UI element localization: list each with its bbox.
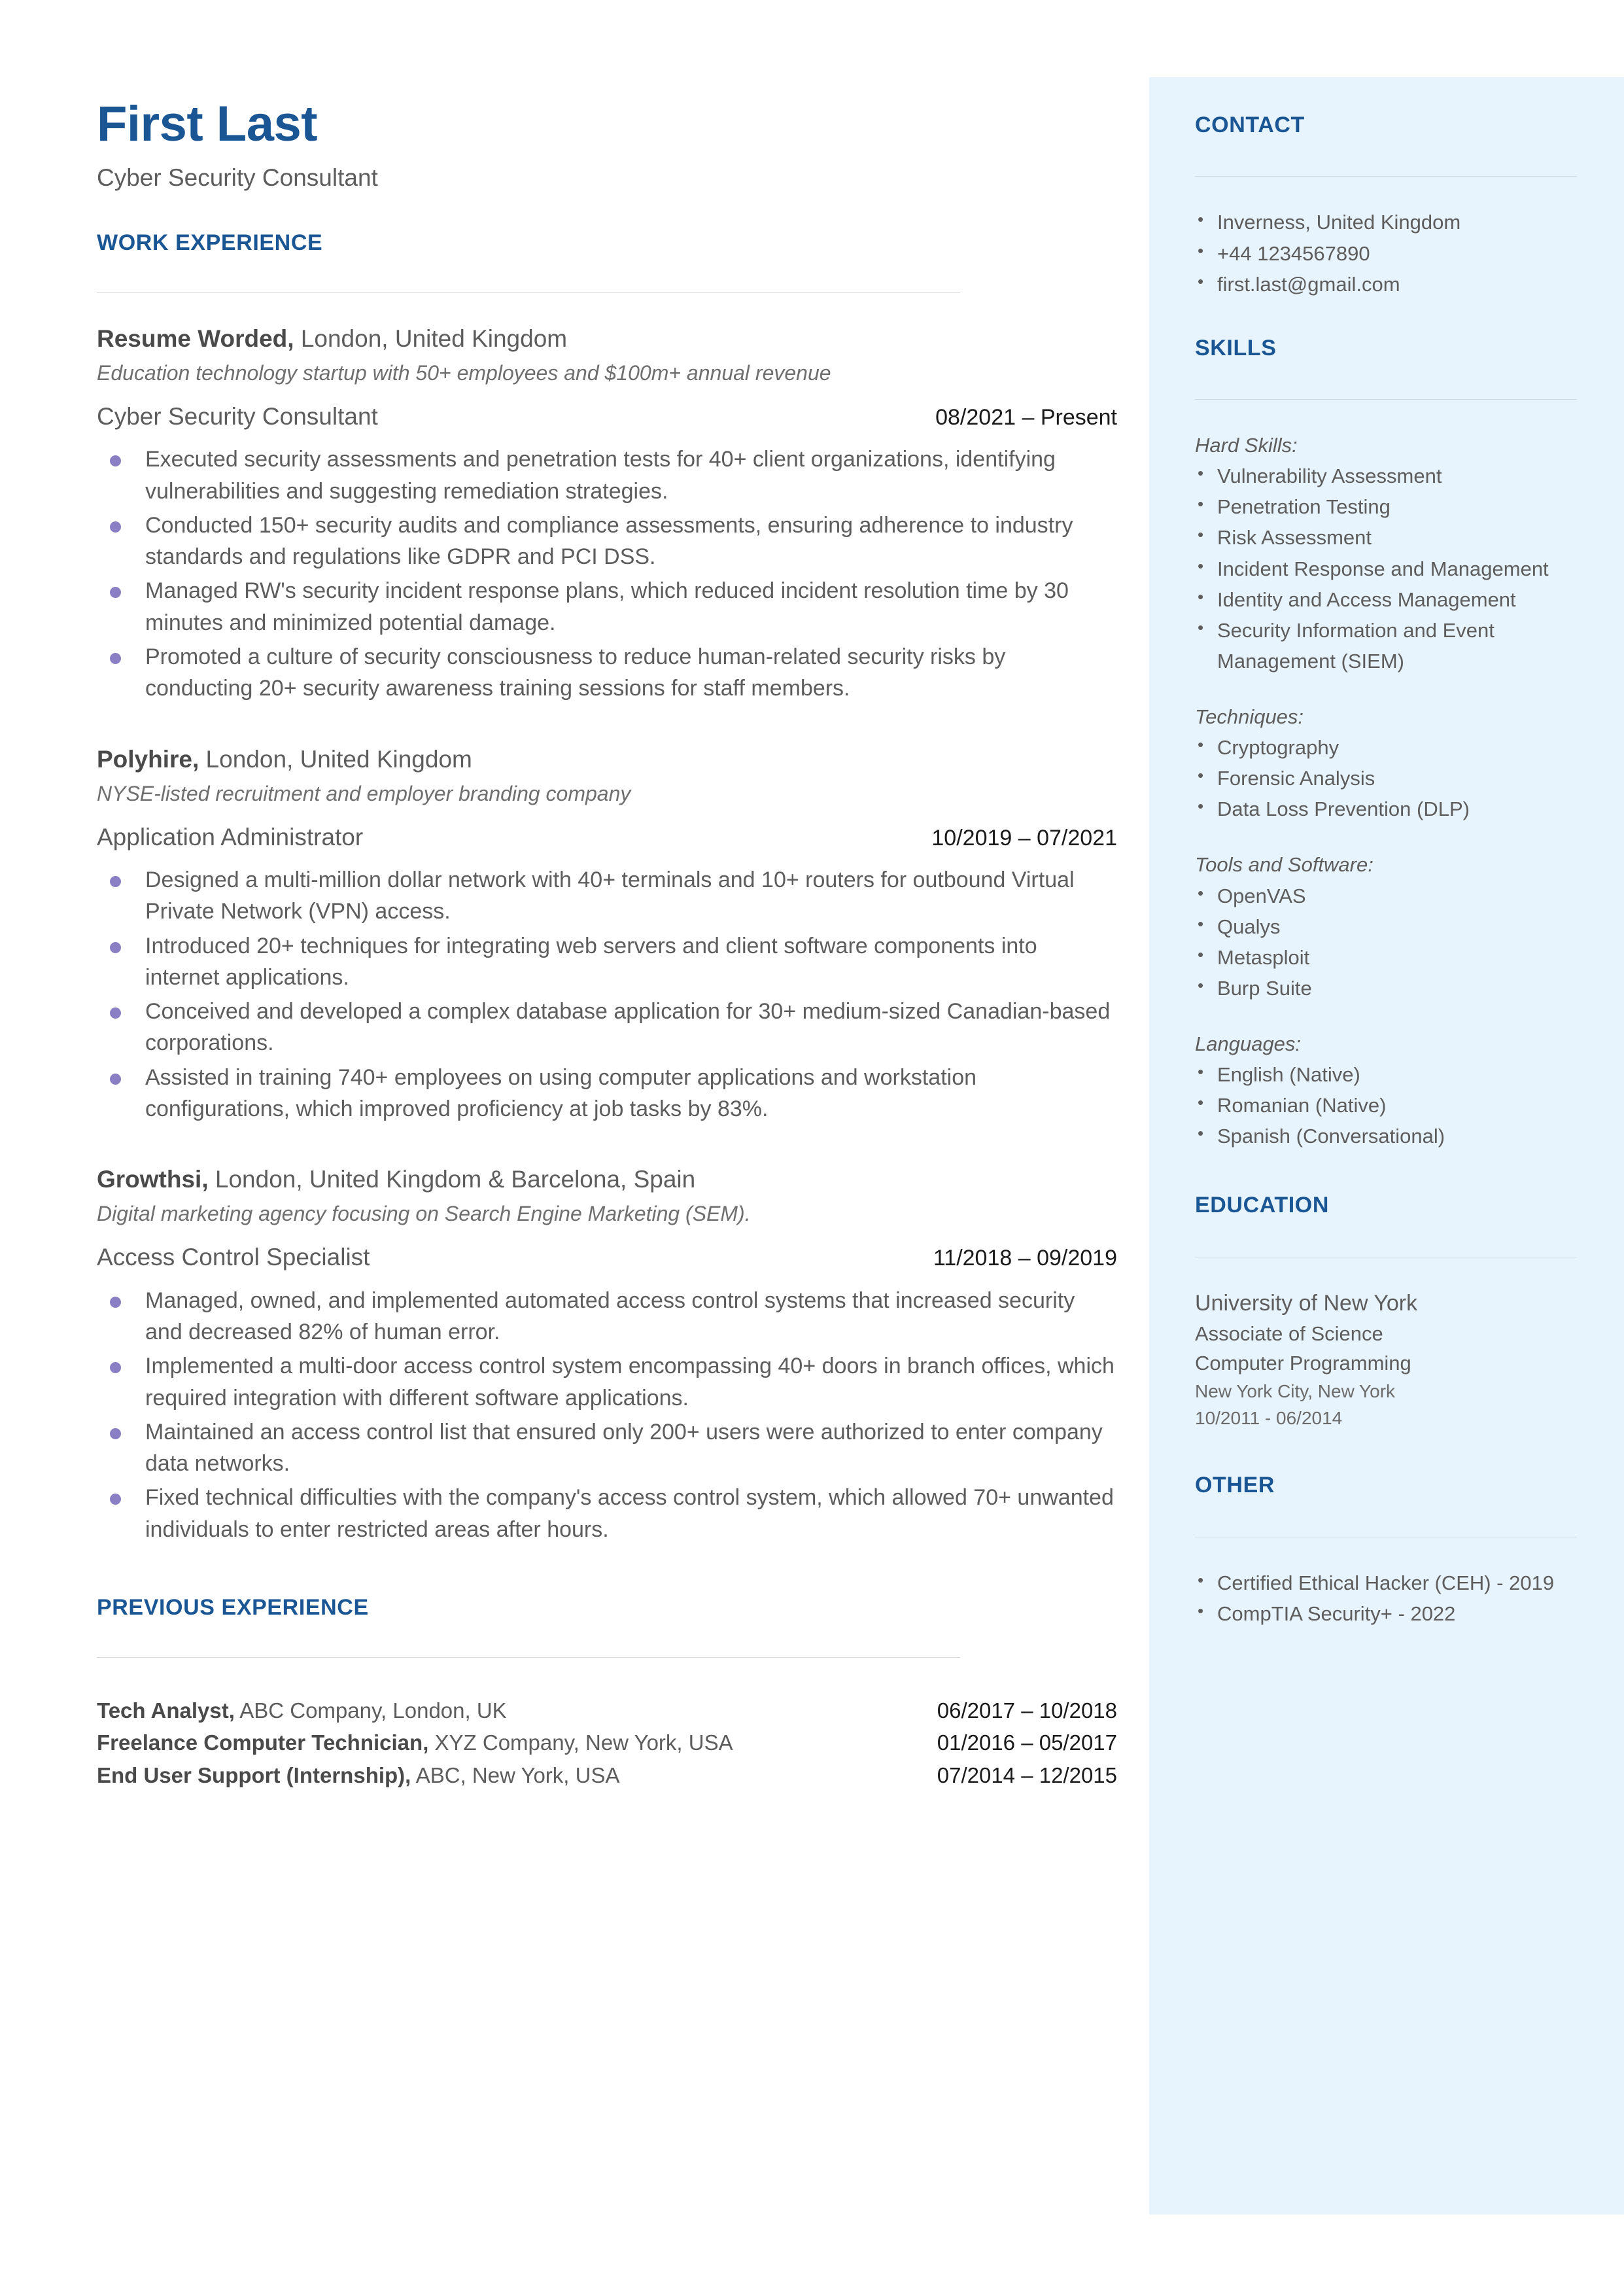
previous-role-dates: 01/2016 – 05/2017: [937, 1730, 1117, 1755]
job-entry: [97, 744, 1117, 1125]
header-role: Cyber Security Consultant: [97, 164, 378, 191]
job-bullet: Promoted a culture of security consciousness to reduce human-related security risks by conducting 20+ security awareness training sessions for staff members.: [97, 641, 1117, 705]
skills-heading: SKILLS: [1195, 335, 1277, 360]
skill-group-label: Languages:: [1195, 1032, 1302, 1055]
page-title: First Last: [97, 96, 318, 152]
job-title: Cyber Security Consultant: [97, 403, 378, 430]
previous-role-line: [97, 1726, 733, 1759]
job-bullet: Assisted in training 740+ employees on using computer applications and workstation configurations, which improved proficiency at job tasks by 83%.: [97, 1062, 1117, 1125]
job-bullet: Maintained an access control list that ensured only 200+ users were authorized to enter company data networks.: [97, 1416, 1117, 1480]
job-bullet: Conducted 150+ security audits and compliance assessments, ensuring adherence to industry standards and regulations like GDPR and PCI DSS.: [97, 510, 1117, 573]
job-title: Application Administrator: [97, 823, 364, 850]
job-bullet: Managed RW's security incident response plans, which reduced incident resolution time by 30 minutes and minimized potential damage.: [97, 575, 1117, 639]
skill-item: • English (Native): [1195, 1059, 1577, 1090]
contact-item-phone: • +44 1234567890: [1195, 238, 1577, 269]
skill-item: • OpenVAS: [1195, 881, 1577, 911]
education-location: New York City, New York: [1195, 1380, 1396, 1401]
other-heading: OTHER: [1195, 1473, 1275, 1498]
previous-experience-row: [97, 1694, 1117, 1727]
previous-experience-heading: PREVIOUS EXPERIENCE: [97, 1594, 369, 1620]
job-company-line: [97, 1164, 1117, 1195]
skill-item: • Incident Response and Management: [1195, 553, 1577, 584]
education-heading: EDUCATION: [1195, 1193, 1329, 1218]
job-company-name: Polyhire,: [97, 745, 199, 773]
skill-item: • Penetration Testing: [1195, 491, 1577, 522]
sidebar: [1149, 77, 1624, 2215]
job-dates: 08/2021 – Present: [935, 405, 1117, 430]
job-company-location: London, United Kingdom: [199, 745, 472, 773]
contact-list: [1195, 207, 1577, 299]
job-company-line: [97, 744, 1117, 775]
job-dates: 11/2018 – 09/2019: [933, 1246, 1117, 1271]
job-bullet: Conceived and developed a complex database application for 30+ medium-sized Canadian-based corporations.: [97, 996, 1117, 1059]
skill-item: • Burp Suite: [1195, 973, 1577, 1004]
skill-list: [1195, 1059, 1577, 1151]
previous-role-detail: XYZ Company, New York, USA: [428, 1730, 733, 1755]
job-bullet-list: [97, 444, 1117, 704]
skill-item: • Cryptography: [1195, 732, 1577, 763]
education-entry: [1195, 1288, 1577, 1431]
previous-role-line: [97, 1694, 507, 1727]
job-company-location: London, United Kingdom: [294, 324, 568, 352]
previous-role-detail: ABC Company, London, UK: [234, 1698, 507, 1723]
previous-role-detail: ABC, New York, USA: [411, 1762, 620, 1787]
previous-role-dates: 06/2017 – 10/2018: [937, 1698, 1117, 1723]
main-content: [97, 98, 1117, 1791]
job-entry: [97, 323, 1117, 705]
skill-group-label: Techniques:: [1195, 705, 1304, 728]
job-bullet: Fixed technical difficulties with the company's access control system, which allowed 70+ unwanted individuals to enter restricted areas after hours.: [97, 1482, 1117, 1545]
job-bullet-list: [97, 1285, 1117, 1545]
education-field: Computer Programming: [1195, 1352, 1411, 1375]
previous-role-line: [97, 1759, 619, 1792]
skill-group-hard-skills: [1195, 430, 1577, 676]
previous-experience-row: [97, 1759, 1117, 1792]
job-company-line: [97, 323, 1117, 355]
previous-role-dates: 07/2014 – 12/2015: [937, 1762, 1117, 1787]
previous-role-title: Tech Analyst,: [97, 1698, 235, 1723]
job-bullet: Designed a multi-million dollar network with 40+ terminals and 10+ routers for outbound Virtual Private Network (VPN) access.: [97, 864, 1117, 928]
job-bullet: Implemented a multi-door access control system encompassing 40+ doors in branch offices, which required integration with different software applications.: [97, 1350, 1117, 1414]
previous-experience-divider: [97, 1657, 960, 1658]
skill-item: • Security Information and Event Management (SIEM): [1195, 615, 1577, 676]
job-title-row: [97, 402, 1117, 432]
job-dates: 10/2019 – 07/2021: [931, 825, 1117, 850]
job-bullet: Managed, owned, and implemented automated access control systems that increased security and decreased 82% of human error.: [97, 1285, 1117, 1348]
skill-item: • Forensic Analysis: [1195, 763, 1577, 794]
job-bullet: Executed security assessments and penetration tests for 40+ client organizations, identifying vulnerabilities and suggesting remediation strategies.: [97, 444, 1117, 507]
skill-item: • Spanish (Conversational): [1195, 1121, 1577, 1151]
contact-item-location: • Inverness, United Kingdom: [1195, 207, 1577, 237]
skill-item: • Vulnerability Assessment: [1195, 461, 1577, 491]
job-bullet: Introduced 20+ techniques for integrating web servers and client software components into internet applications.: [97, 930, 1117, 994]
job-company-description: Digital marketing agency focusing on Search Engine Marketing (SEM).: [97, 1202, 751, 1226]
skill-group-languages: [1195, 1028, 1577, 1151]
previous-experience-list: [97, 1694, 1117, 1792]
previous-role-title: End User Support (Internship),: [97, 1762, 411, 1787]
other-list: [1195, 1568, 1577, 1629]
job-bullet-list: [97, 864, 1117, 1125]
skill-group-label: Tools and Software:: [1195, 853, 1373, 877]
skill-list: [1195, 732, 1577, 824]
skill-item: • Data Loss Prevention (DLP): [1195, 794, 1577, 824]
certification-item: • CompTIA Security+ - 2022: [1195, 1598, 1577, 1629]
previous-role-title: Freelance Computer Technician,: [97, 1730, 429, 1755]
skill-item: • Qualys: [1195, 911, 1577, 942]
skill-group-techniques: [1195, 701, 1577, 824]
education-degree: Associate of Science: [1195, 1322, 1383, 1346]
education-school: University of New York: [1195, 1290, 1418, 1316]
job-company-name: Growthsi,: [97, 1166, 209, 1193]
work-experience-heading: WORK EXPERIENCE: [97, 230, 323, 255]
skill-group-tools-and-software: [1195, 849, 1577, 1004]
job-title-row: [97, 822, 1117, 852]
job-title-row: [97, 1242, 1117, 1272]
skill-list: [1195, 461, 1577, 676]
job-company-description: Education technology startup with 50+ employees and $100m+ annual revenue: [97, 360, 831, 385]
certification-item: • Certified Ethical Hacker (CEH) - 2019: [1195, 1568, 1577, 1598]
education-dates: 10/2011 - 06/2014: [1195, 1407, 1343, 1428]
skill-item: • Romanian (Native): [1195, 1090, 1577, 1121]
job-title: Access Control Specialist: [97, 1244, 370, 1271]
contact-item-email: • first.last@gmail.com: [1195, 269, 1577, 300]
job-entry: [97, 1164, 1117, 1545]
skill-item: • Metasploit: [1195, 942, 1577, 973]
job-company-name: Resume Worded,: [97, 324, 294, 352]
previous-experience-row: [97, 1726, 1117, 1759]
skill-item: • Identity and Access Management: [1195, 584, 1577, 615]
skill-group-label: Hard Skills:: [1195, 434, 1298, 457]
skill-list: [1195, 881, 1577, 1004]
skill-item: • Risk Assessment: [1195, 522, 1577, 553]
job-company-description: NYSE-listed recruitment and employer branding company: [97, 781, 631, 805]
contact-heading: CONTACT: [1195, 113, 1305, 137]
job-company-location: London, United Kingdom & Barcelona, Spain: [208, 1166, 696, 1193]
